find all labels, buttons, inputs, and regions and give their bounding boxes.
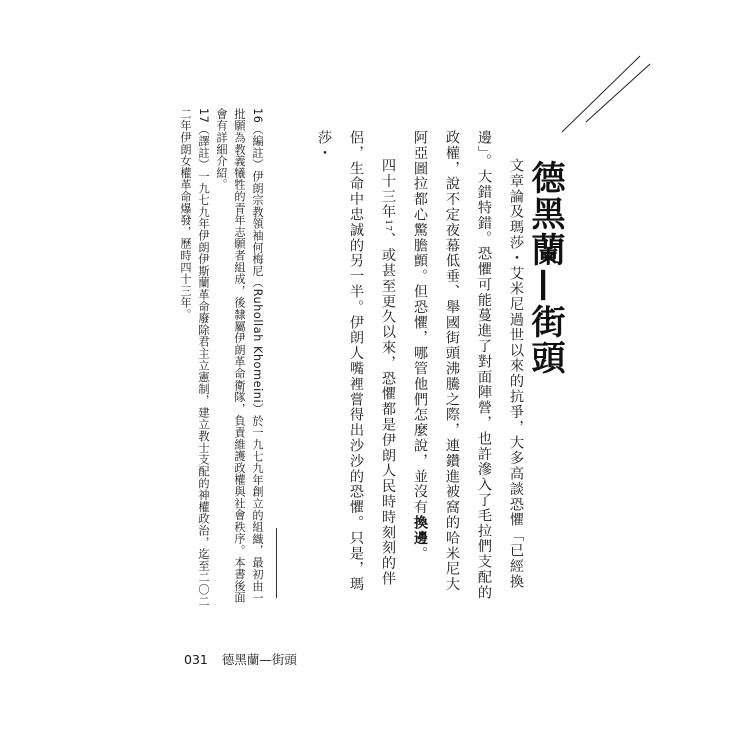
footnote-17: 17（譯註）一九七九年伊朗伊斯蘭革命廢除君主立憲制，建立教士支配的神權政治，迄至二〇二二年伊朗女權革命爆發，歷時四十三年。: [179, 108, 210, 608]
paragraph-2-end: 、或甚至更久以來，恐懼都是伊朗人民時時刻刻的伴侶，生命中忠誠的另一半。伊朗人嘴裡嘗得出沙沙的恐懼。只是，瑪莎・: [316, 130, 396, 592]
body-text: [308, 130, 532, 604]
paragraph-2-text: 四十三年: [380, 158, 396, 220]
chapter-title: 德黑蘭—街頭: [525, 160, 565, 376]
emphasized-word: 換邊: [412, 515, 428, 546]
paragraph-1-end: 。: [412, 545, 428, 562]
footnote-16: 16（編註）伊朗宗教領袖何梅尼（Ruhollah Khomeini）於一九七九年創立的組織，最初由一批願為教義犧牲的青年志願者組成，後隸屬伊朗革命衛隊，負責維護政權與社會秩序。本書後面會有詳細介紹。: [215, 108, 264, 604]
paragraph-2: [308, 130, 404, 604]
footnotes: [170, 108, 266, 608]
running-title: 德黑蘭—街頭: [221, 652, 297, 667]
page-number: 031: [184, 652, 208, 667]
footnote-divider: [276, 528, 277, 598]
paragraph-1: [404, 130, 532, 604]
paragraph-1-text: 文章論及瑪莎・艾米尼過世以來的抗爭，大多高談恐懼「已經換邊」。大錯特錯。恐懼可能蔓進了對面陣營，也許滲入了毛拉們支配的政權，說不定夜幕低垂、舉國街頭沸騰之際，連鑽進被窩的哈米尼大阿亞圖拉都心驚膽顫。但恐懼，哪管他們怎麼說，並沒有: [412, 130, 524, 601]
page-footer: [184, 650, 297, 668]
footnote-ref-17: 17: [384, 220, 393, 233]
